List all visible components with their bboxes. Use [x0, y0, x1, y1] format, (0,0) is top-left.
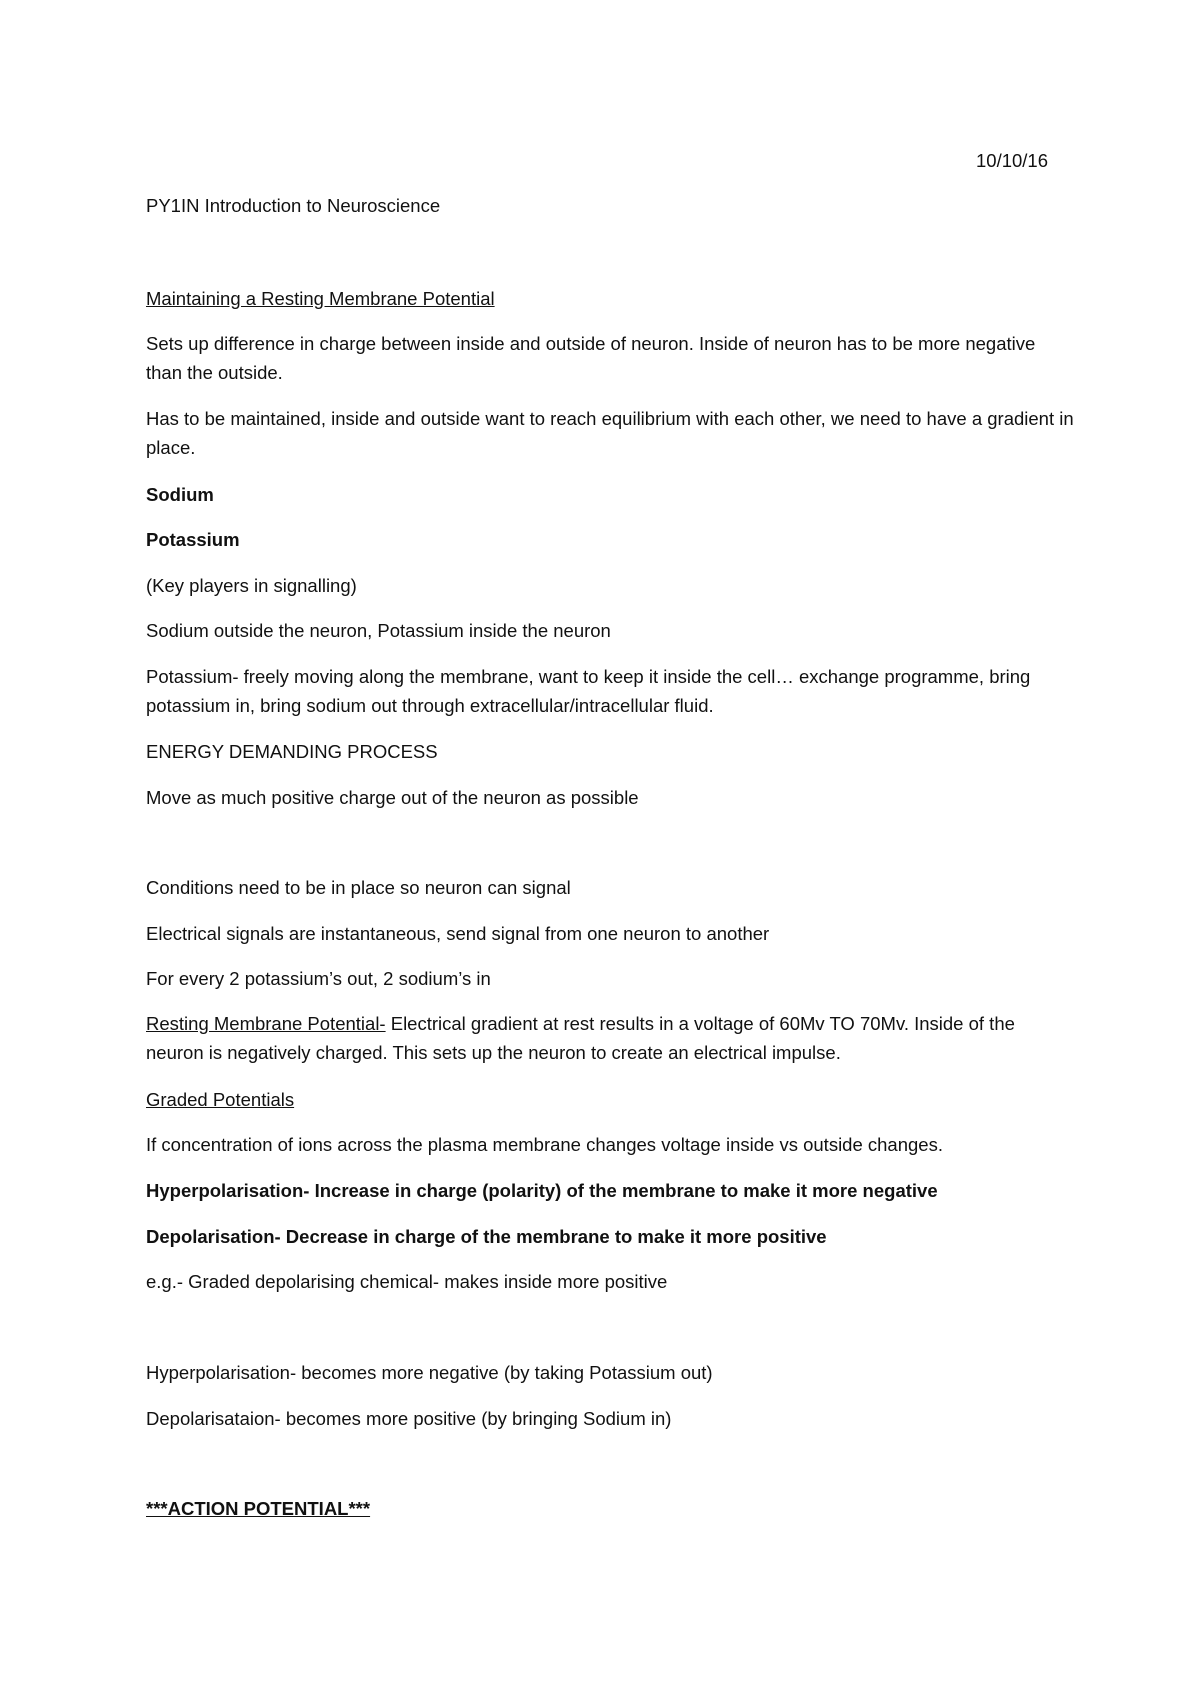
energy-demanding-process: ENERGY DEMANDING PROCESS — [146, 741, 438, 762]
label-potassium: Potassium — [146, 529, 240, 550]
depolarisation-note: Depolarisataion- becomes more positive (by bringing Sodium in) — [146, 1408, 672, 1429]
graded-potentials-text: If concentration of ions across the plasma membrane changes voltage inside vs outside changes. — [146, 1134, 943, 1155]
exchange-ratio-line: For every 2 potassium’s out, 2 sodium’s in — [146, 968, 491, 989]
sodium-outside-line: Sodium outside the neuron, Potassium inside the neuron — [146, 620, 611, 641]
document-date: 10/10/16 — [976, 150, 1049, 171]
rmp-term: Resting Membrane Potential- — [146, 1013, 386, 1034]
rmp-definition: Electrical gradient at rest results in a voltage of 60Mv TO 70Mv. Inside of the neuron is negatively charged. This sets up the neuron to create an electrical impulse. — [146, 1013, 1015, 1063]
hyperpolarisation-note: Hyperpolarisation- becomes more negative (by taking Potassium out) — [146, 1362, 713, 1383]
key-players-note: (Key players in signalling) — [146, 575, 357, 596]
paragraph-gradient: Has to be maintained, inside and outside want to reach equilibrium with each other, we need to have a gradient in place. — [146, 408, 1074, 458]
example-line: e.g.- Graded depolarising chemical- makes inside more positive — [146, 1271, 668, 1292]
move-positive-charge-line: Move as much positive charge out of the neuron as possible — [146, 787, 639, 808]
course-title: PY1IN Introduction to Neuroscience — [146, 195, 441, 216]
paragraph-resting-membrane-potential — [146, 1009, 1076, 1067]
depolarisation-definition: Depolarisation- Decrease in charge of the membrane to make it more positive — [146, 1226, 827, 1247]
electrical-signals-line: Electrical signals are instantaneous, send signal from one neuron to another — [146, 923, 770, 944]
paragraph-charge-difference: Sets up difference in charge between inside and outside of neuron. Inside of neuron has to be more negative than the outside. — [146, 333, 1036, 383]
hyperpolarisation-definition: Hyperpolarisation- Increase in charge (polarity) of the membrane to make it more negative — [146, 1180, 938, 1201]
heading-resting-membrane-potential: Maintaining a Resting Membrane Potential — [146, 288, 495, 309]
heading-graded-potentials: Graded Potentials — [146, 1089, 295, 1110]
paragraph-potassium-moving: Potassium- freely moving along the membrane, want to keep it inside the cell… exchange programme, bring potassium in, bring sodium out through extracellular/intracellular fluid. — [146, 666, 1031, 716]
label-sodium: Sodium — [146, 484, 214, 505]
heading-action-potential: ***ACTION POTENTIAL*** — [146, 1498, 371, 1519]
conditions-line: Conditions need to be in place so neuron can signal — [146, 877, 571, 898]
